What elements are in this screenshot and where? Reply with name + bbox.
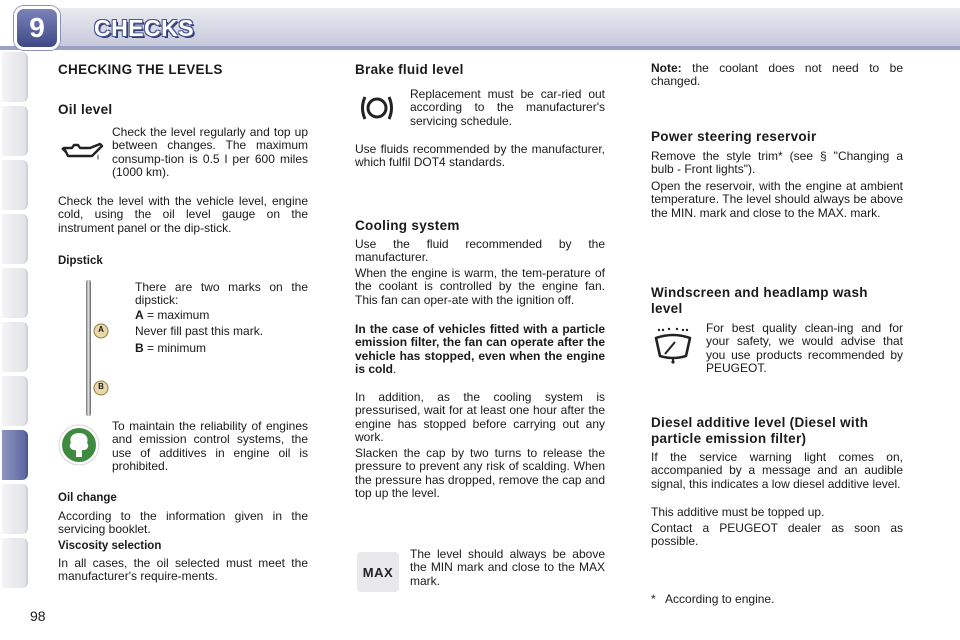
oil-level-title: Oil level	[58, 102, 113, 117]
chapter-tab[interactable]	[2, 106, 28, 156]
additives-warning-text: To maintain the reliability of engines and emission control systems, the use of additives in engine oil is prohibited.	[112, 419, 308, 474]
dipstick-illustration	[80, 278, 114, 418]
oil-level-body: Check the level with the vehicle level, engine cold, using the oil level gauge on the instrument panel or the dip-stick.	[58, 194, 308, 235]
diesel-additive-title: Diesel additive level (Diesel with particle emission filter)	[651, 415, 869, 446]
chapter-tab[interactable]	[2, 376, 28, 426]
cooling-p4: In addition, as the cooling system is pressurised, wait for at least one hour after the engine has stopped before carrying out any work.	[355, 390, 605, 445]
max-level-text: The level should always be above the MIN mark and close to the MAX mark.	[410, 547, 605, 588]
brake-warning-icon	[357, 92, 397, 124]
mark-b-text: = minimum	[143, 341, 207, 355]
max-mark-icon: MAX	[357, 552, 399, 592]
diesel-p2: This additive must be topped up.	[651, 505, 825, 519]
dipstick-mark-b-label: B	[98, 382, 104, 391]
chapter-tab[interactable]	[2, 538, 28, 588]
cooling-p3	[355, 323, 605, 377]
oil-can-icon	[60, 140, 104, 166]
washer-icon-text: For best quality clean-ing and for your safety, we would advise that you use products recommended by PEUGEOT.	[706, 321, 903, 376]
chapter-tab-active[interactable]	[2, 430, 28, 480]
chapter-tab[interactable]	[2, 160, 28, 210]
cooling-p1: Use the fluid recommended by the manufacturer.	[355, 237, 605, 265]
mark-a-text: = maximum	[143, 308, 210, 322]
dipstick-intro: There are two marks on the dipstick:	[135, 280, 308, 308]
dipstick-title: Dipstick	[58, 255, 103, 267]
oil-change-title: Oil change	[58, 492, 117, 504]
mark-b-letter: B	[135, 341, 144, 355]
cooling-system-title: Cooling system	[355, 218, 460, 233]
chapter-tab[interactable]	[2, 214, 28, 264]
coolant-note	[651, 62, 903, 89]
oil-level-icon-text: Check the level regularly and top up between changes. The maximum consump-tion is 0.5 l per 600 miles (1000 km).	[112, 125, 308, 180]
cooling-p3-bold: In the case of vehicles fitted with a particle emission filter, the fan can operate after the vehicle has stopped, even when the engine is cold	[355, 322, 605, 377]
page-header	[0, 0, 960, 56]
chapter-tab[interactable]	[2, 268, 28, 318]
cooling-p2: When the engine is warm, the tem-perature of the coolant is controlled by the engine fan. This fan can oper-ate with the ignition off.	[355, 266, 605, 307]
oil-change-body: According to the information given in the servicing booklet.	[58, 509, 308, 537]
footnote: * According to engine.	[651, 592, 775, 606]
washer-level-title: Windscreen and headlamp wash level	[651, 285, 868, 316]
dipstick-mark-a-label: A	[98, 325, 104, 334]
power-steering-title: Power steering reservoir	[651, 129, 817, 144]
dipstick-mark-a	[135, 309, 308, 322]
brake-icon-text: Replacement must be car-ried out according to the manufacturer's servicing schedule.	[410, 87, 605, 128]
viscosity-title: Viscosity selection	[58, 540, 162, 552]
cooling-p5: Slacken the cap by two turns to release the pressure to prevent any risk of scalding. When the pressure has dropped, remove the cap and top up the level.	[355, 446, 605, 501]
section-title: CHECKING THE LEVELS	[58, 62, 223, 77]
chapter-tab-strip	[0, 52, 32, 580]
chapter-number-badge: 9	[14, 6, 60, 50]
note-label: Note:	[651, 61, 682, 75]
power-steering-p1: Remove the style trim* (see § "Changing a bulb - Front lights").	[651, 149, 903, 177]
diesel-p3: Contact a PEUGEOT dealer as soon as possible.	[651, 521, 903, 549]
brake-fluid-title: Brake fluid level	[355, 62, 464, 77]
page-number: 98	[30, 608, 46, 624]
diesel-p1: If the service warning light comes on, accompanied by a message and an audible signal, this indicates a low diesel additive level.	[651, 450, 903, 491]
viscosity-body: In all cases, the oil selected must meet the manufacturer's require-ments.	[58, 556, 308, 584]
page-title: CHECKS	[94, 15, 195, 41]
note-text: the coolant does not need to be changed.	[651, 61, 903, 89]
environment-tree-icon	[58, 424, 100, 466]
chapter-tab[interactable]	[2, 322, 28, 372]
washer-fluid-icon	[653, 326, 693, 364]
dipstick-mark-b	[135, 342, 308, 355]
mark-a-letter: A	[135, 308, 144, 322]
cooling-p3-end: .	[393, 362, 397, 377]
brake-body: Use fluids recommended by the manufacturer, which fulfil DOT4 standards.	[355, 142, 605, 170]
header-divider	[0, 46, 960, 50]
chapter-tab[interactable]	[2, 484, 28, 534]
dipstick-never-fill: Never fill past this mark.	[135, 324, 264, 338]
power-steering-p2: Open the reservoir, with the engine at ambient temperature. The level should always be above the MIN. mark and close to the MAX. mark.	[651, 179, 903, 220]
chapter-tab[interactable]	[2, 52, 28, 102]
